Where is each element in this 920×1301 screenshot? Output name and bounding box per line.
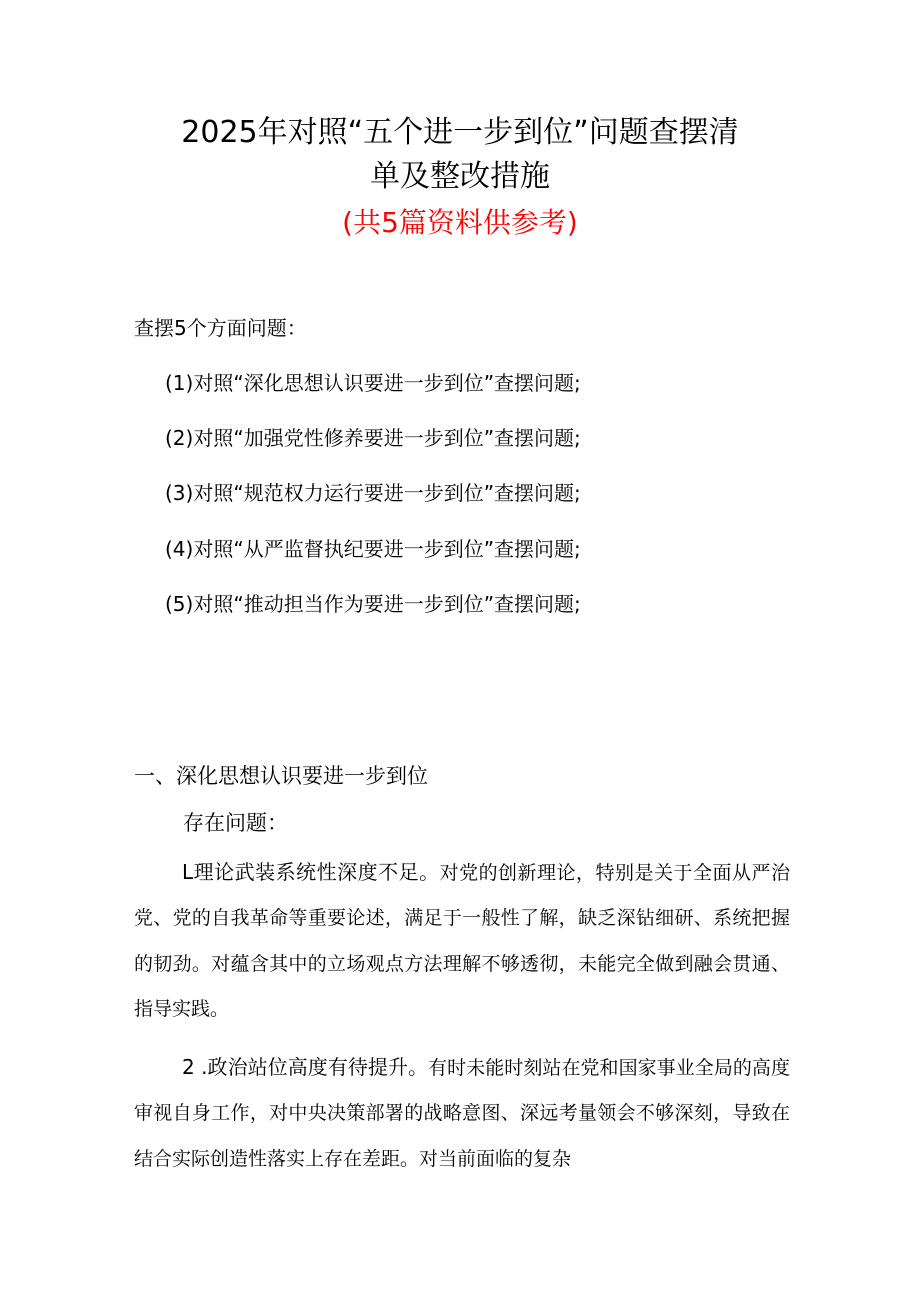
- section-heading: 一、深化思想认识要进一步到位: [134, 764, 428, 788]
- paragraph-1: [134, 850, 790, 1032]
- paragraph-1-body: 对党的创新理论，特别是关于全面从严治党、党的自我革命等重要论述，满足于一般性了解，缺乏深钻细研、系统把握的韧劲。对蕴含其中的立场观点方法理解不够透彻，未能完全做到融会贯通、指导实践。: [134, 862, 790, 1020]
- paragraph-2: [134, 1045, 790, 1182]
- document-title-line2: 单及整改措施: [370, 159, 550, 194]
- list-item-1: (1)对照“深化思想认识要进一步到位”查摆问题;: [165, 371, 581, 395]
- document-subtitle: (共5篇资料供参考): [342, 206, 578, 239]
- paragraph-2-body: 有时未能时刻站在党和国家事业全局的高度审视自身工作，对中央决策部署的战略意图、深远考量领会不够深刻，导致在结合实际创造性落实上存在差距。对当前面临的复杂: [134, 1057, 790, 1170]
- list-item-3: (3)对照“规范权力运行要进一步到位”查摆问题;: [165, 481, 581, 505]
- paragraph-2-lead: 2 .政治站位高度有待提升。: [182, 1055, 429, 1079]
- exist-problems-label: 存在问题：: [183, 811, 288, 835]
- document-title-line1: 2025年对照“五个进一步到位”问题查摆清: [181, 115, 739, 150]
- paragraph-1-lead: L理论武装系统性深度不足。: [182, 860, 440, 884]
- list-item-2: (2)对照“加强党性修养要进一步到位”查摆问题;: [165, 426, 581, 450]
- intro-text: 查摆5个方面问题：: [134, 316, 307, 340]
- list-item-5: (5)对照“推动担当作为要进一步到位”查摆问题;: [165, 592, 581, 616]
- list-item-4: (4)对照“从严监督执纪要进一步到位”查摆问题;: [165, 537, 581, 561]
